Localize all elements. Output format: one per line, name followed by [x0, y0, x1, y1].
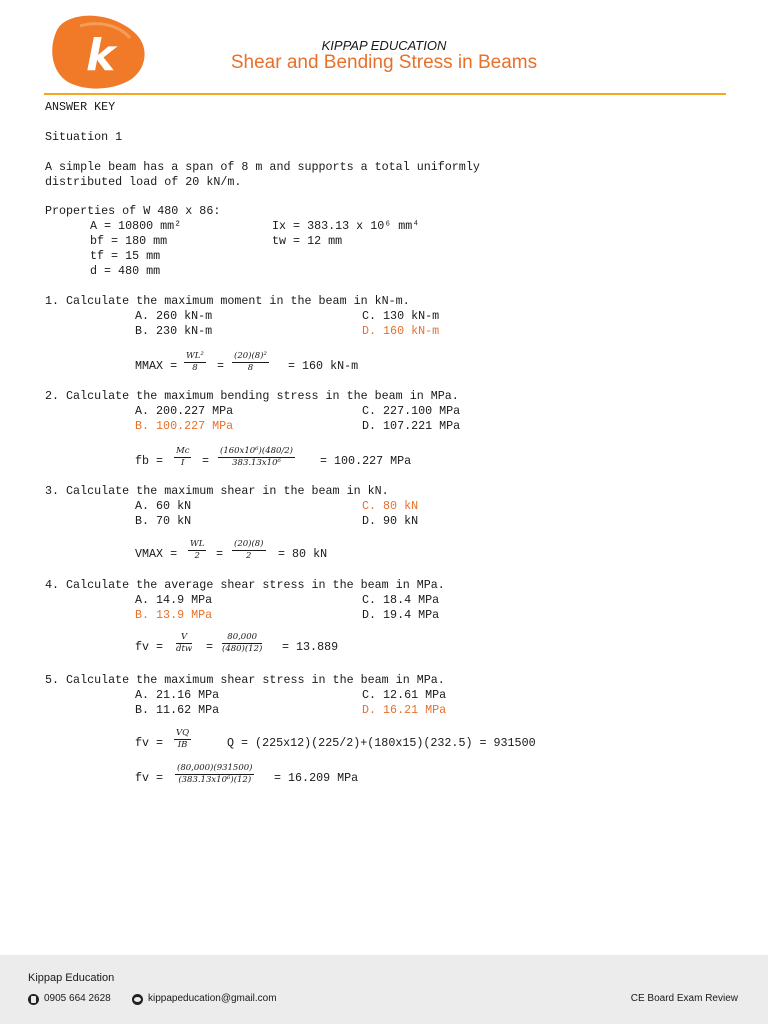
- q4-choice-c: C. 18.4 MPa: [362, 593, 440, 607]
- q5-choice-d-answer: D. 16.21 MPa: [362, 703, 447, 717]
- properties-heading: Properties of W 480 x 86:: [45, 204, 221, 218]
- q5-solution2-lhs: fv =: [135, 771, 164, 785]
- q5-solution-result: = 16.209 MPa: [274, 771, 359, 785]
- footer-tagline: CE Board Exam Review: [630, 993, 738, 1004]
- footer-org: Kippap Education: [28, 972, 115, 984]
- q1-formula-fraction: $\frac{\text{WL²}}{8}$: [186, 351, 204, 373]
- kippap-logo: [50, 12, 150, 92]
- q1-equals: =: [217, 359, 225, 373]
- question-1-text: 1. Calculate the maximum moment in the beam in kN-m.: [45, 294, 410, 308]
- q2-substitution-fraction: $\frac{\text{(160x10⁶)(480/2)}}{\text{383.13x10⁶}}$: [220, 446, 294, 468]
- q1-choice-a: A. 260 kN-m: [135, 309, 213, 323]
- q5-choice-a: A. 21.16 MPa: [135, 688, 220, 702]
- q2-solution-lhs: fb =: [135, 454, 164, 468]
- property-bf: bf = 180 mm: [90, 234, 168, 248]
- property-area: A = 10800 mm²: [90, 219, 182, 233]
- q2-choice-a: A. 200.227 MPa: [135, 404, 234, 418]
- q2-choice-b-answer: B. 100.227 MPa: [135, 419, 234, 433]
- org-name: KIPPAP EDUCATION: [321, 38, 447, 53]
- situation-heading: Situation 1: [45, 130, 123, 144]
- property-ix: Ix = 383.13 x 10⁶ mm⁴: [272, 219, 420, 233]
- q4-equals: =: [206, 640, 214, 654]
- q5-choice-b: B. 11.62 MPa: [135, 703, 220, 717]
- q3-solution-result: = 80 kN: [278, 547, 328, 561]
- q2-choice-c: C. 227.100 MPa: [362, 404, 461, 418]
- logo-letter: k: [86, 30, 116, 81]
- problem-line-1: A simple beam has a span of 8 m and supports a total uniformly: [45, 160, 480, 174]
- q2-choice-d: D. 107.221 MPa: [362, 419, 461, 433]
- q1-substitution-fraction: $\frac{\text{(20)(8)²}}{8}$: [234, 351, 267, 373]
- q2-formula-fraction: $\frac{Mc}{I}$: [176, 446, 190, 468]
- email-icon: [132, 994, 143, 1005]
- question-2-text: 2. Calculate the maximum bending stress in the beam in MPa.: [45, 389, 459, 403]
- q3-choice-d: D. 90 kN: [362, 514, 419, 528]
- problem-line-2: distributed load of 20 kN/m.: [45, 175, 242, 189]
- q2-equals: =: [202, 454, 210, 468]
- question-3-text: 3. Calculate the maximum shear in the beam in kN.: [45, 484, 389, 498]
- q1-choice-c: C. 130 kN-m: [362, 309, 440, 323]
- answer-key-heading: ANSWER KEY: [45, 100, 116, 114]
- q5-formula-fraction: $\frac{VQ}{IB}$: [176, 728, 190, 750]
- q5-first-moment: Q = (225x12)(225/2)+(180x15)(232.5) = 931500: [227, 736, 536, 750]
- footer-email[interactable]: kippapeducation@gmail.com: [148, 993, 277, 1004]
- q3-formula-fraction: $\frac{WL}{2}$: [190, 539, 205, 561]
- document-title: Shear and Bending Stress in Beams: [230, 52, 538, 73]
- footer-bar: [0, 955, 768, 1024]
- q4-choice-a: A. 14.9 MPa: [135, 593, 213, 607]
- q4-solution-lhs: fv =: [135, 640, 164, 654]
- property-tw: tw = 12 mm: [272, 234, 343, 248]
- q4-choice-d: D. 19.4 MPa: [362, 608, 440, 622]
- q1-solution-result: = 160 kN-m: [288, 359, 359, 373]
- phone-icon: [28, 994, 39, 1005]
- q2-solution-result: = 100.227 MPa: [320, 454, 412, 468]
- q1-choice-b: B. 230 kN-m: [135, 324, 213, 338]
- q1-solution-lhs: MMAX =: [135, 359, 178, 373]
- q4-formula-fraction: V dtw: [176, 632, 193, 654]
- property-tf: tf = 15 mm: [90, 249, 161, 263]
- q4-solution-result: = 13.889: [282, 640, 339, 654]
- q3-equals: =: [216, 547, 224, 561]
- q5-solution-lhs: fv =: [135, 736, 164, 750]
- q4-substitution-fraction: $\frac{80,000}{(480)(12)}$: [222, 632, 263, 654]
- q5-substitution-fraction: $\frac{(80,000)(931500)}{\text{(383.13x10⁶)(12)}}$: [177, 763, 253, 785]
- q3-choice-c-answer: C. 80 kN: [362, 499, 419, 513]
- q1-choice-d-answer: D. 160 kN-m: [362, 324, 440, 338]
- question-5-text: 5. Calculate the maximum shear stress in the beam in MPa.: [45, 673, 445, 687]
- property-d: d = 480 mm: [90, 264, 161, 278]
- q4-choice-b-answer: B. 13.9 MPa: [135, 608, 213, 622]
- q3-choice-a: A. 60 kN: [135, 499, 192, 513]
- footer-phone: 0905 664 2628: [44, 993, 111, 1004]
- q3-solution-lhs: VMAX =: [135, 547, 178, 561]
- q3-substitution-fraction: $\frac{(20)(8)}{2}$: [234, 539, 264, 561]
- question-4-text: 4. Calculate the average shear stress in the beam in MPa.: [45, 578, 445, 592]
- q3-choice-b: B. 70 kN: [135, 514, 192, 528]
- header-rule: [44, 93, 726, 95]
- q5-choice-c: C. 12.61 MPa: [362, 688, 447, 702]
